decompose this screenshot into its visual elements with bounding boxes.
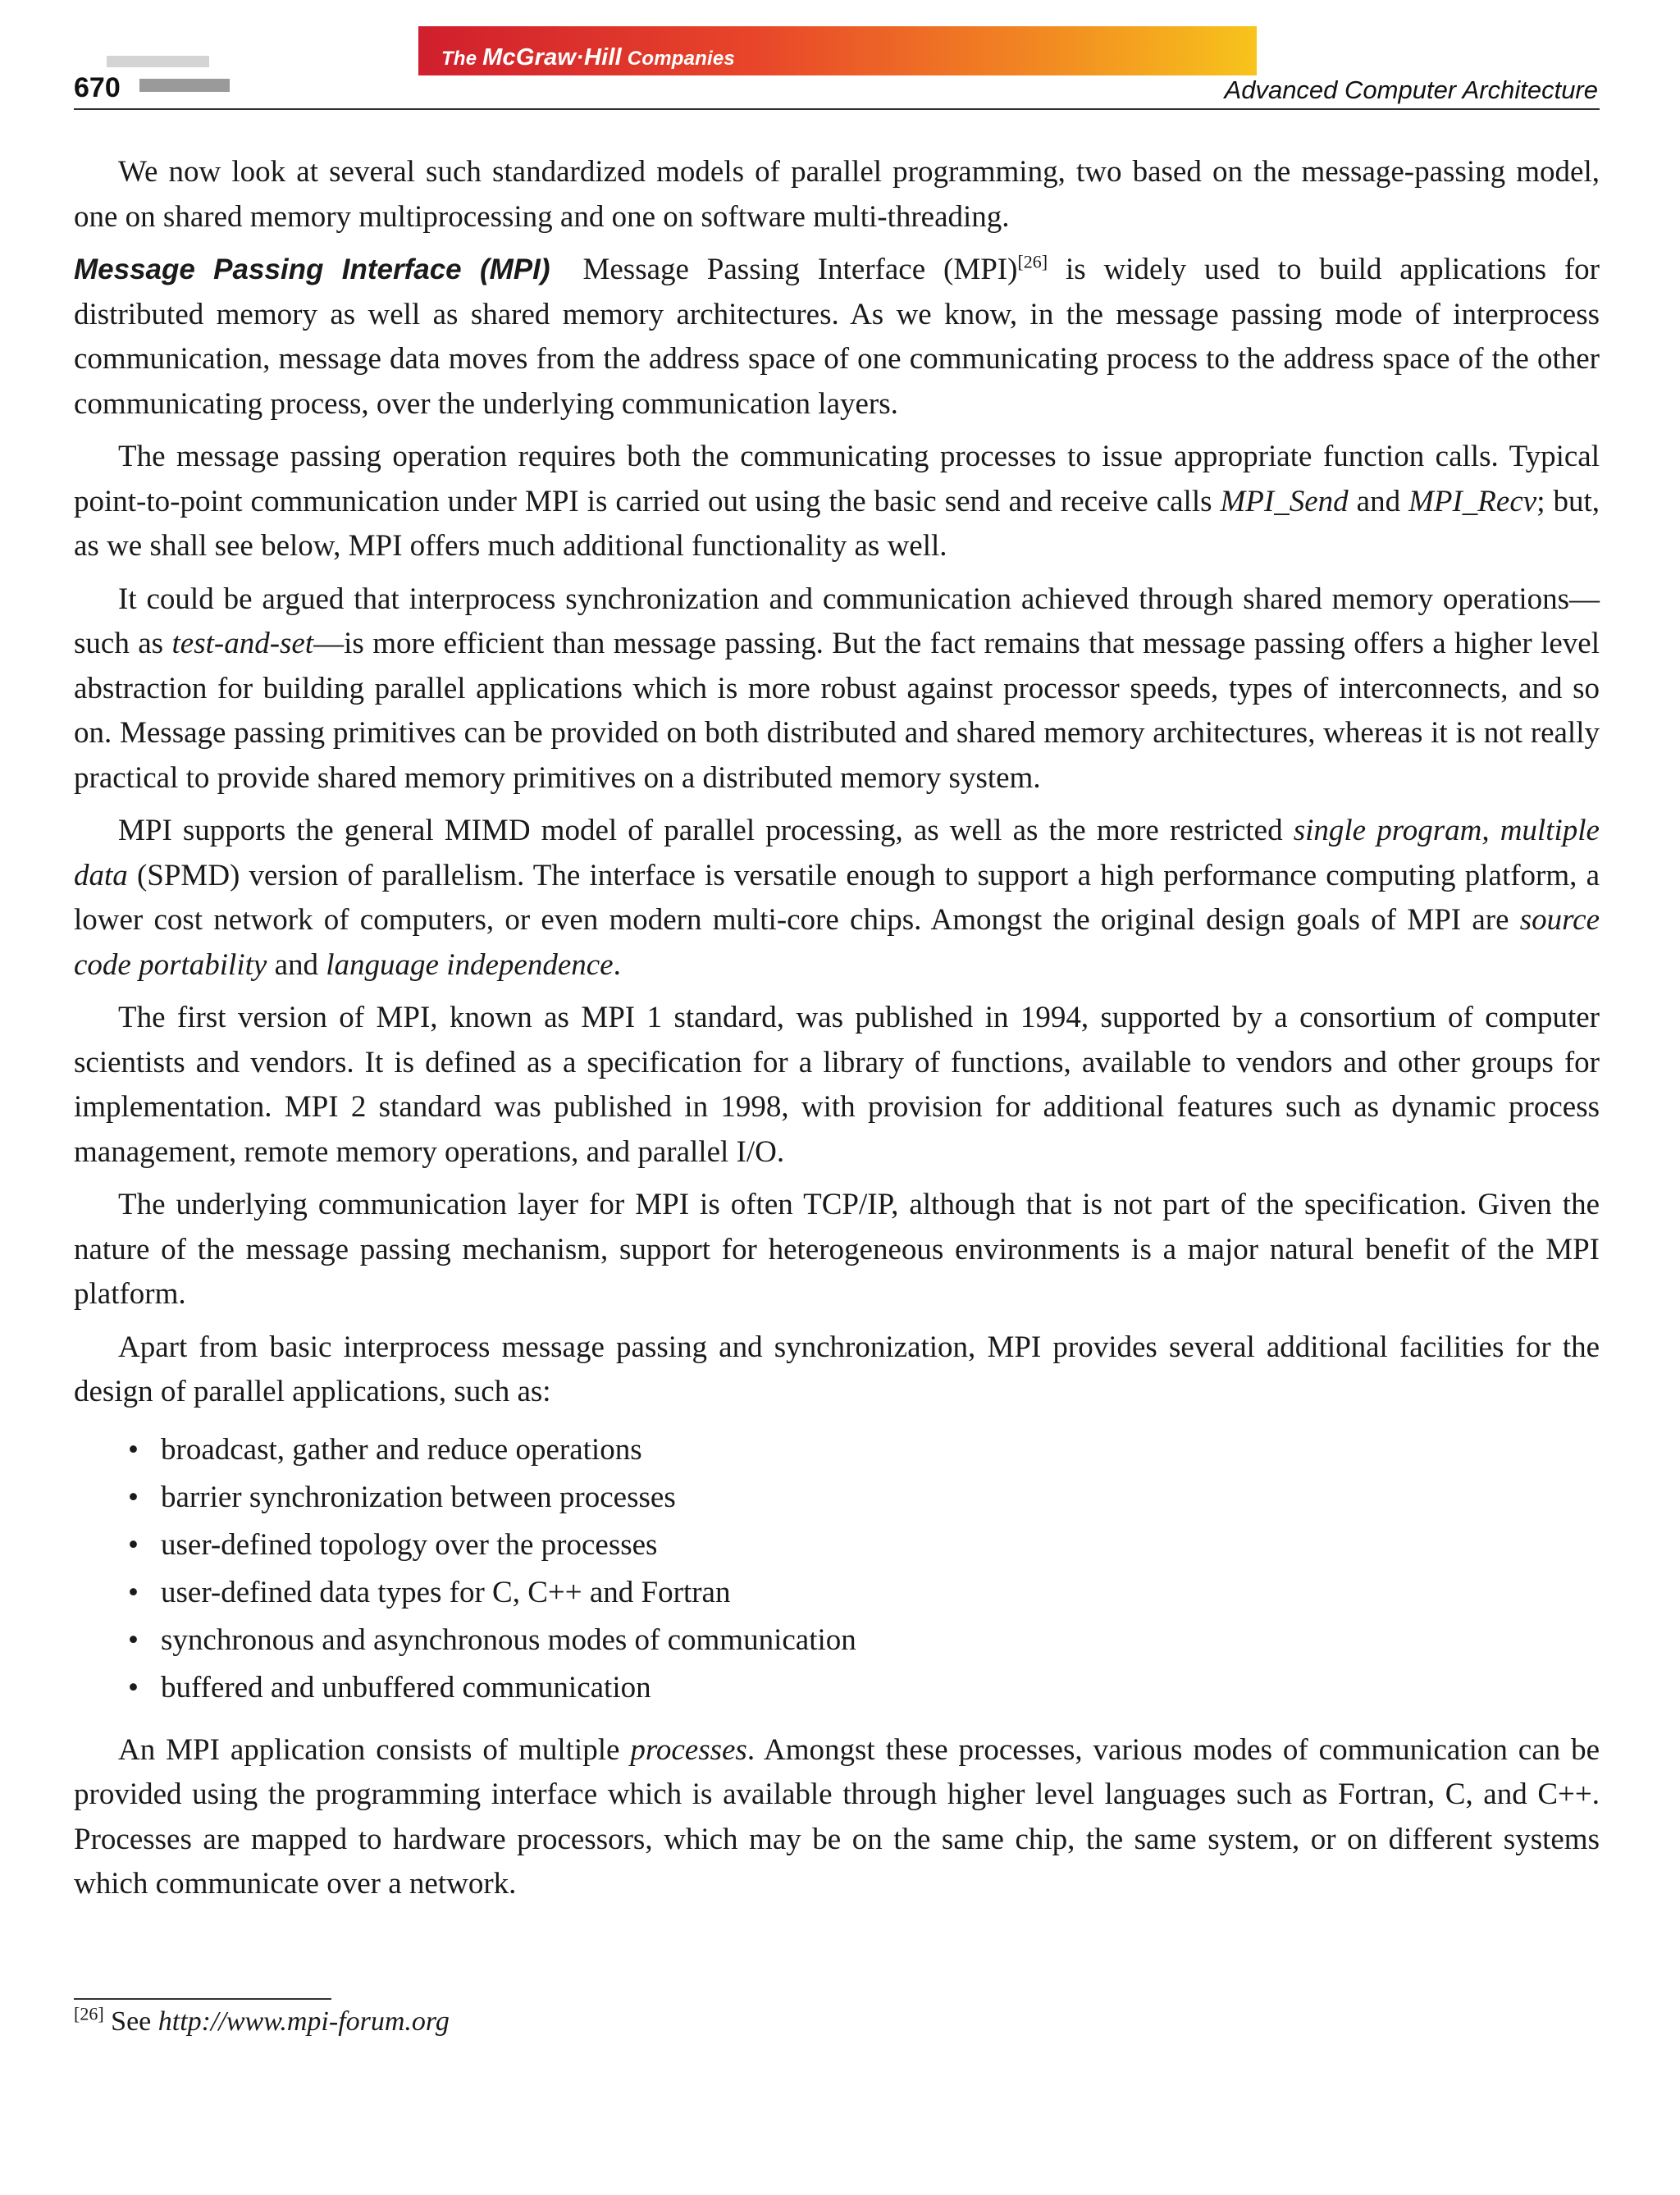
- list-item: • buffered and unbuffered communication: [128, 1664, 1600, 1712]
- list-item: • barrier synchronization between processes: [128, 1474, 1600, 1522]
- section-heading: Message Passing Interface (MPI): [74, 253, 550, 285]
- spmd-term: single program, multiple data: [74, 814, 1600, 892]
- mpi-send-term: MPI_Send: [1220, 484, 1349, 518]
- mpi-paragraph-7: Apart from basic interprocess message passing and synchronization, MPI provides several additional facilities for the design of parallel applications, such as:: [74, 1330, 1600, 1408]
- mpi-recv-term: MPI_Recv: [1408, 484, 1537, 518]
- list-item: • broadcast, gather and reduce operations: [128, 1426, 1600, 1474]
- page-body: [74, 150, 1600, 1915]
- source-code-portability-term: source code portability: [74, 903, 1600, 982]
- header-rule: [74, 108, 1600, 110]
- mpi-paragraph-8: An MPI application consists of multiple processes. Amongst these processes, various modes of communication can be provided using the programming interface which is available through higher level languages such as Fortran, C, and C++. Processes are mapped to hardware processors, which may be on the same chip, the same system, or on different systems which communicate over a network.: [74, 1732, 1600, 1901]
- publisher-logo: The McGraw·Hill Companies: [441, 44, 735, 71]
- footnote-reference: [26]: [1017, 251, 1048, 272]
- footnote: [26] See http://www.mpi-forum.org: [74, 2003, 450, 2037]
- page-number-decoration-dark: [139, 79, 230, 92]
- footnote-marker: [26]: [74, 2003, 104, 2024]
- mpi-paragraph-6: The underlying communication layer for MPI is often TCP/IP, although that is not part of the specification. Given the nature of the message passing mechanism, support for heterogeneous environments is a major natural benefit of the MPI platform.: [74, 1188, 1600, 1311]
- list-item: • user-defined topology over the processes: [128, 1522, 1600, 1569]
- processes-term: processes: [630, 1732, 747, 1767]
- mpi-paragraph-1: Message Passing Interface (MPI) Message Passing Interface (MPI)[26] is widely used to build applications for distributed memory as well as shared memory architectures. As we know, in the message passing mode of interprocess communication, message data moves from the address space of one communicating process to the address space of the other communicating process, over the underlying communication layers.: [74, 251, 1600, 421]
- facilities-list: [74, 1426, 1600, 1712]
- intro-paragraph: We now look at several such standardized models of parallel programming, two based on the message-passing model, one on shared memory multiprocessing and one on software multi-threading.: [74, 155, 1600, 234]
- test-and-set-term: test-and-set: [171, 627, 314, 660]
- language-independence-term: language independence: [326, 947, 614, 982]
- footnote-url[interactable]: http://www.mpi-forum.org: [158, 2006, 450, 2037]
- mpi-paragraph-4: MPI supports the general MIMD model of parallel processing, as well as the more restricted single program, multiple data (SPMD) version of parallelism. The interface is versatile enough to support a high performance computing platform, a lower cost network of computers, or even modern multi-core chips. Amongst the original design goals of MPI are source code portability and language independence.: [74, 814, 1600, 982]
- mpi-paragraph-3: It could be argued that interprocess synchronization and communication achieved through shared memory operations—such as test-and-set—is more efficient than message passing. But the fact remains that message passing offers a higher level abstraction for building parallel applications which is more robust against processor speeds, types of interconnects, and so on. Message passing primitives can be provided on both distributed and shared memory architectures, whereas it is not really practical to provide shared memory primitives on a distributed memory system.: [74, 582, 1600, 795]
- page-number-decoration: [107, 56, 209, 67]
- list-item: • user-defined data types for C, C++ and Fortran: [128, 1569, 1600, 1617]
- list-item: • synchronous and asynchronous modes of communication: [128, 1617, 1600, 1664]
- running-title: Advanced Computer Architecture: [1224, 75, 1598, 104]
- footnote-rule: [74, 1998, 331, 2000]
- mpi-paragraph-5: The first version of MPI, known as MPI 1 standard, was published in 1994, supported by a consortium of computer scientists and vendors. It is defined as a specification for a library of functions, available to vendors and other groups for implementation. MPI 2 standard was published in 1998, with provision for additional features such as dynamic process management, remote memory operations, and parallel I/O.: [74, 1001, 1600, 1169]
- mpi-paragraph-2: The message passing operation requires both the communicating processes to issue appropriate function calls. Typical point-to-point communication under MPI is carried out using the basic send and receive calls MPI_Send and MPI_Recv; but, as we shall see below, MPI offers much additional functionality as well.: [74, 440, 1600, 563]
- page-number: 670: [74, 72, 121, 103]
